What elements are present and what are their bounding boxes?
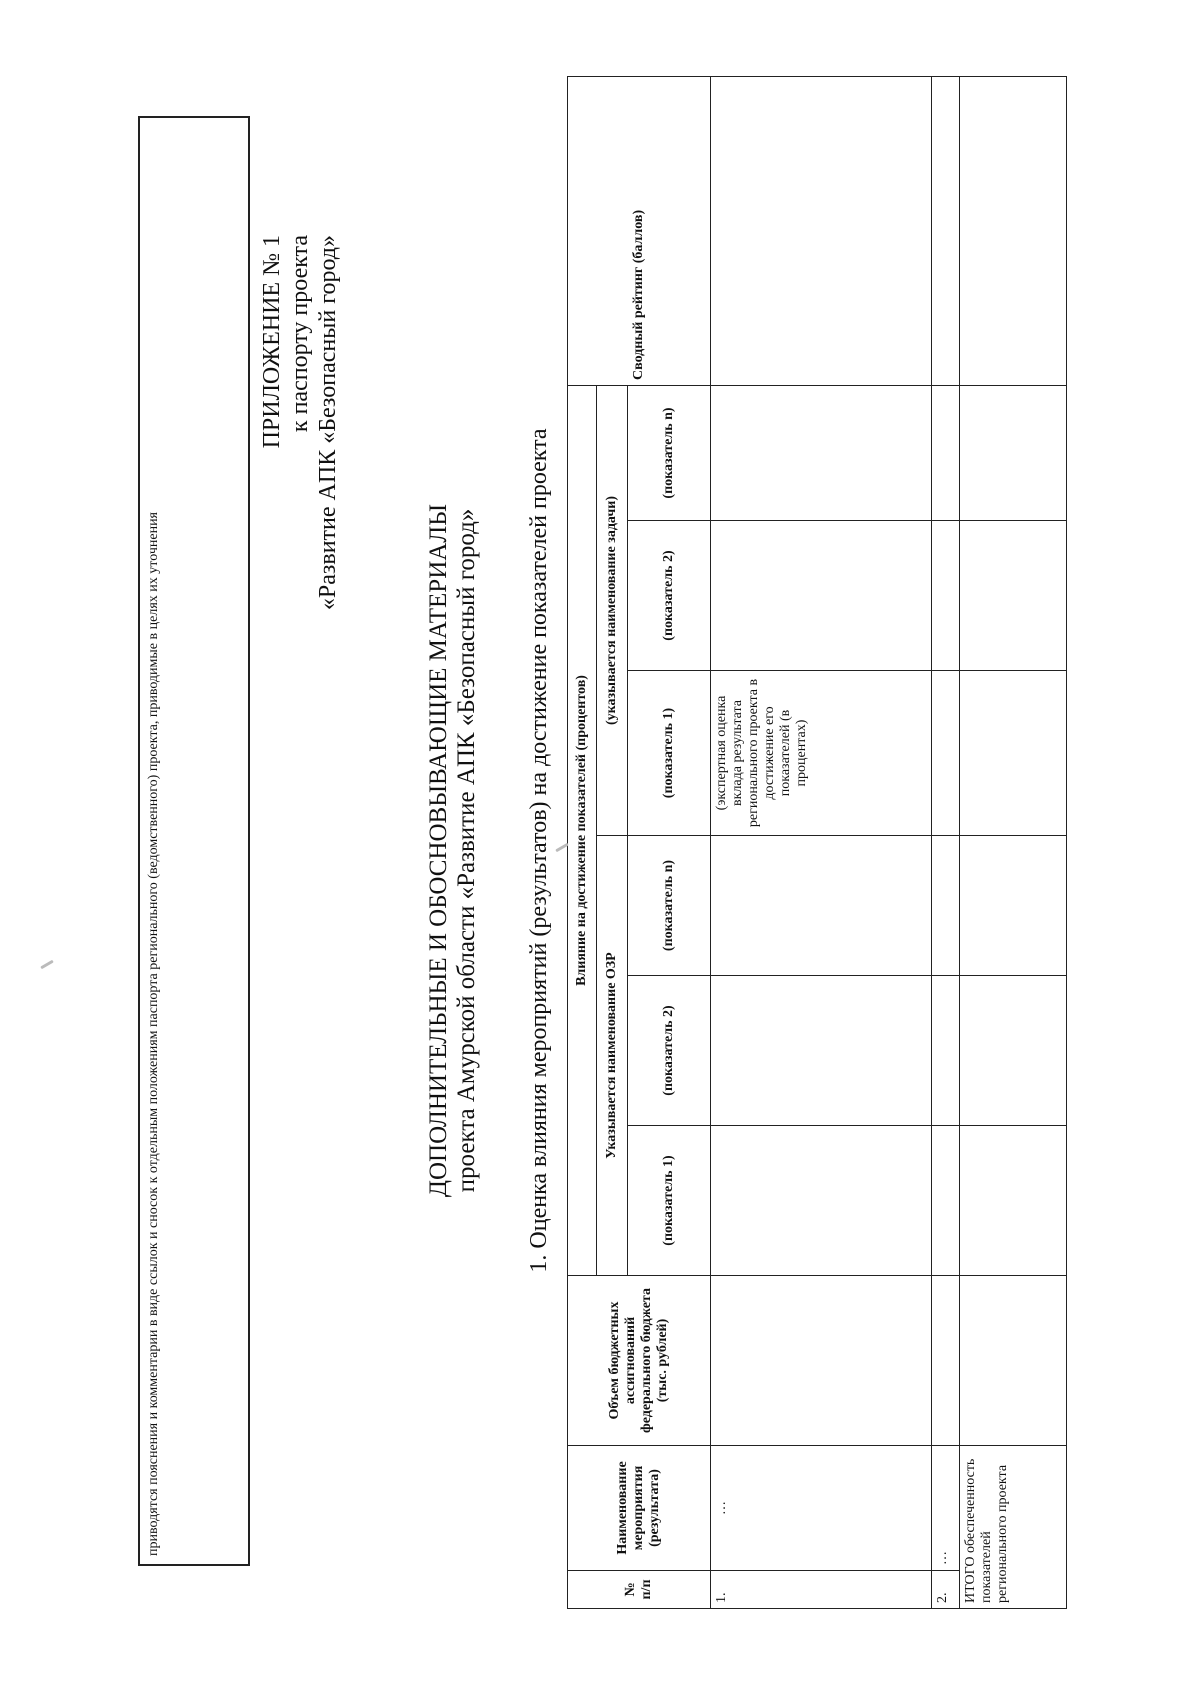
total-budget-volume <box>959 1276 1066 1446</box>
row1-number: 1. <box>711 1571 932 1609</box>
row2-summary-rating <box>932 76 959 385</box>
header-task-indicator-1: (показатель 1) <box>627 671 711 836</box>
total-task-indicator-n <box>959 385 1066 520</box>
row1-summary-rating <box>711 76 932 385</box>
total-ozr-indicator-2 <box>959 976 1066 1126</box>
header-ozr-indicator-n: (показатель n) <box>627 836 711 976</box>
header-ozr: Указывается наименование ОЗР <box>596 836 627 1276</box>
header-influence: Влияние на достижение показателей (процентов) <box>568 385 597 1275</box>
row2-task-indicator-1 <box>932 671 959 836</box>
appendix-header <box>258 235 342 610</box>
section-heading: 1. Оценка влияния мероприятий (результатов) на достижение показателей проекта <box>526 428 552 1273</box>
row2-number: 2. <box>932 1571 959 1609</box>
table-total-row <box>959 76 1066 1608</box>
row1-budget-volume <box>711 1276 932 1446</box>
header-task-indicator-n: (показатель n) <box>627 385 711 520</box>
row2-ozr-indicator-2 <box>932 976 959 1126</box>
row2-activity-name: … <box>932 1446 959 1571</box>
table-row <box>932 76 959 1608</box>
appendix-number: ПРИЛОЖЕНИЕ № 1 <box>259 235 285 449</box>
row1-task-indicator-2 <box>711 521 932 671</box>
total-label: ИТОГО обеспеченность показателей регионального проекта <box>959 1446 1066 1609</box>
indicators-influence-table <box>567 76 1067 1609</box>
row2-ozr-indicator-n <box>932 836 959 976</box>
header-ozr-indicator-2: (показатель 2) <box>627 976 711 1126</box>
header-activity-name: Наименование мероприятия (результата) <box>568 1446 711 1571</box>
appendix-reference: к паспорту проекта <box>287 235 313 433</box>
header-summary-rating: Сводный рейтинг (баллов) <box>568 76 711 385</box>
explanatory-note-box <box>138 116 250 1566</box>
explanatory-note-text: приводятся пояснения и комментарии в виде ссылок и сносок к отдельным положениям паспорта регионального (ведомственного) проекта, приводимые в целях их уточнения <box>146 512 161 1556</box>
total-task-indicator-1 <box>959 671 1066 836</box>
row1-expert-note: (экспертная оценка вклада результата регионального проекта в достижение его показателей (в процентах) <box>711 671 932 836</box>
header-number: № п/п <box>568 1571 711 1609</box>
total-ozr-indicator-n <box>959 836 1066 976</box>
appendix-project-name: «Развитие АПК «Безопасный город» <box>315 235 341 611</box>
row2-ozr-indicator-1 <box>932 1126 959 1276</box>
row2-task-indicator-n <box>932 385 959 520</box>
row1-ozr-indicator-n <box>711 836 932 976</box>
row1-ozr-indicator-2 <box>711 976 932 1126</box>
document-title-line-1: ДОПОЛНИТЕЛЬНЫЕ И ОБОСНОВЫВАЮЩИЕ МАТЕРИАЛЫ <box>425 503 452 1198</box>
total-task-indicator-2 <box>959 521 1066 671</box>
table-row <box>711 76 932 1608</box>
row1-activity-name: … <box>711 1446 932 1571</box>
header-budget-volume: Объем бюджетных ассигнований федерального бюджета (тыс. рублей) <box>568 1276 711 1446</box>
total-summary-rating <box>959 76 1066 385</box>
total-ozr-indicator-1 <box>959 1126 1066 1276</box>
row2-budget-volume <box>932 1276 959 1446</box>
document-title <box>425 0 481 1701</box>
header-task-indicator-2: (показатель 2) <box>627 521 711 671</box>
document-title-line-2: проекта Амурской области «Развитие АПК «Безопасный город» <box>453 508 480 1193</box>
row1-ozr-indicator-1 <box>711 1126 932 1276</box>
row2-task-indicator-2 <box>932 521 959 671</box>
header-task: (указывается наименование задачи) <box>596 385 627 835</box>
row1-task-indicator-n <box>711 385 932 520</box>
header-ozr-indicator-1: (показатель 1) <box>627 1126 711 1276</box>
